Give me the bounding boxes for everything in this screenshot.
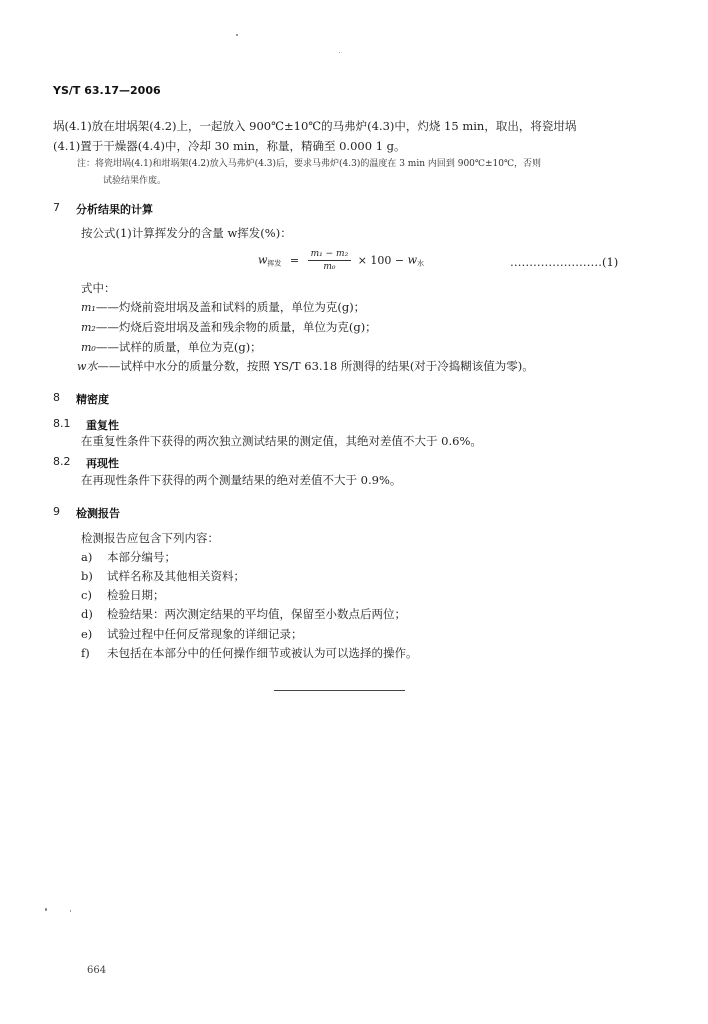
formula-times: × 100 − [357,253,405,267]
scan-speck [45,908,47,911]
definition-symbol: w水 [77,360,98,373]
report-item-b [81,571,245,583]
formula-lhs-sub: 挥发 [267,259,282,268]
page-number: 664 [87,965,107,976]
procedure-line-1: 埚(4.1)放在坩埚架(4.2)上，一起放入 900℃±10℃的马弗炉(4.3)中，灼烧 15 min，取出，将瓷坩埚 [53,119,577,133]
definition-text: ——灼烧前瓷坩埚及盖和试料的质量，单位为克(g)； [95,300,366,314]
formula-tail: w [407,253,418,267]
section-9-intro: 检测报告应包含下列内容： [81,531,219,545]
definition-m2 [81,322,377,334]
report-item-text: 检验结果：两次测定结果的平均值，保留至小数点后两位； [107,607,406,621]
end-rule [274,690,405,691]
definition-w-water [77,361,534,373]
report-item-text: 未包括在本部分中的任何操作细节或被认为可以选择的操作。 [107,646,418,660]
report-item-mark: f) [81,646,90,660]
report-item-mark: c) [81,588,92,602]
report-item-c [81,590,165,602]
report-item-text: 本部分编号； [107,550,176,564]
report-item-mark: b) [81,569,93,583]
report-item-e [81,629,303,641]
section-7-title: 分析结果的计算 [76,203,153,216]
formula-denominator: m₀ [323,262,336,272]
subsection-8-2-title: 再现性 [86,457,119,470]
section-9-title: 检测报告 [76,507,120,520]
section-8-number: 8 [53,391,60,404]
scan-speck [236,34,238,36]
subsection-8-1-title: 重复性 [86,419,119,432]
scan-speck [70,910,71,912]
report-item-text: 试验过程中任何反常现象的详细记录； [107,627,303,641]
formula-equals: = [289,253,300,267]
where-label: 式中： [81,281,116,295]
repeatability-text: 在重复性条件下获得的两次独立测试结果的测定值，其绝对差值不大于 0.6%。 [81,434,482,448]
report-item-d [81,609,406,621]
formula-tail-sub: 水 [417,259,425,268]
report-item-text: 检验日期； [107,588,165,602]
report-item-mark: a) [81,550,93,564]
section-8-title: 精密度 [76,393,109,406]
formula-lhs: w [258,253,268,267]
formula-fraction [308,249,352,272]
scan-speck [339,52,340,53]
definition-text: ——试样中水分的质量分数，按照 YS/T 63.18 所测得的结果(对于冷捣糊该值为零)。 [97,359,534,373]
definition-m0 [81,342,262,354]
report-item-text: 试样名称及其他相关资料； [107,569,245,583]
section-7-intro: 按公式(1)计算挥发分的含量 w挥发(%)： [81,226,292,240]
note-line-1: 注：将瓷坩埚(4.1)和坩埚架(4.2)放入马弗炉(4.3)后，要求马弗炉(4.3)的温度在 3 min 内回到 900℃±10℃，否则 [77,159,542,169]
definition-text: ——试样的质量，单位为克(g)； [95,340,262,354]
definition-symbol: m₀ [81,341,96,354]
procedure-line-2: (4.1)置于干燥器(4.4)中，冷却 30 min，称量，精确至 0.000 1 g。 [53,139,406,153]
definition-m1 [81,302,365,314]
note-line-2: 试验结果作废。 [103,176,167,186]
section-7-number: 7 [53,201,60,214]
volatile-formula [258,249,424,272]
formula-numerator: m₁ − m₂ [308,249,352,261]
report-item-mark: d) [81,607,93,621]
definition-symbol: m₂ [81,321,96,334]
standard-id-header: YS/T 63.17—2006 [53,84,161,97]
subsection-8-2-number: 8.2 [53,455,71,468]
report-item-a [81,552,176,564]
subsection-8-1-number: 8.1 [53,417,71,430]
section-9-number: 9 [53,505,60,518]
definition-symbol: m₁ [81,301,96,314]
report-item-f [81,648,418,660]
definition-text: ——灼烧后瓷坩埚及盖和残余物的质量，单位为克(g)； [95,320,377,334]
report-item-mark: e) [81,627,93,641]
reproducibility-text: 在再现性条件下获得的两个测量结果的绝对差值不大于 0.9%。 [81,473,402,487]
equation-number: ……………………(1) [510,255,619,269]
